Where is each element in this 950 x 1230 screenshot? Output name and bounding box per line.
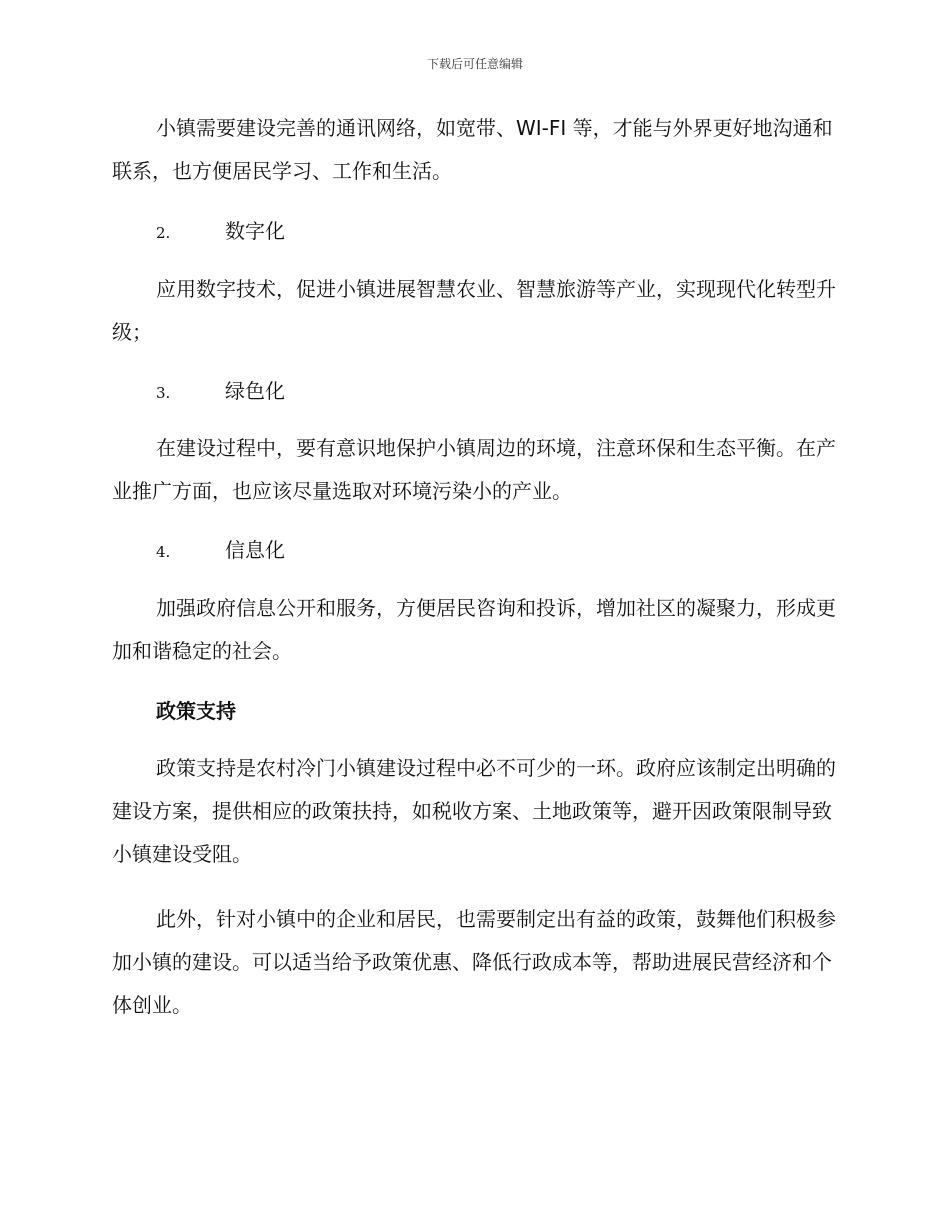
list-number: 2. bbox=[156, 224, 171, 242]
list-title: 信息化 bbox=[225, 538, 285, 562]
paragraph-policy-1: 政策支持是农村冷门小镇建设过程中必不可少的一环。政府应该制定出明确的建设方案，提供相应的政策扶持，如税收方案、土地政策等，避开因政策限制导致小镇建设受阻。 bbox=[112, 756, 836, 866]
list-title: 数字化 bbox=[225, 219, 285, 243]
paragraph-policy-2: 此外，针对小镇中的企业和居民，也需要制定出有益的政策，鼓舞他们积极参加小镇的建设。可以适当给予政策优惠、降低行政成本等，帮助进展民营经济和个体创业。 bbox=[112, 907, 836, 1017]
list-number: 4. bbox=[156, 543, 171, 561]
list-item-green bbox=[156, 376, 285, 408]
header-note: 下载后可任意编辑 bbox=[426, 57, 523, 71]
section-heading: 政策支持 bbox=[156, 699, 236, 723]
paragraph-info: 加强政府信息公开和服务，方便居民咨询和投诉，增加社区的凝聚力，形成更加和谐稳定的社会。 bbox=[112, 596, 836, 663]
list-title: 绿色化 bbox=[225, 379, 285, 403]
paragraph-digital: 应用数字技术，促进小镇进展智慧农业、智慧旅游等产业，实现现代化转型升级； bbox=[112, 277, 836, 344]
paragraph-network: 小镇需要建设完善的通讯网络，如宽带、WI-FI 等，才能与外界更好地沟通和联系，也方便居民学习、工作和生活。 bbox=[112, 116, 833, 183]
list-item-digital bbox=[156, 216, 285, 248]
list-number: 3. bbox=[156, 384, 171, 402]
paragraph-green: 在建设过程中，要有意识地保护小镇周边的环境，注意环保和生态平衡。在产业推广方面，也应该尽量选取对环境污染小的产业。 bbox=[112, 436, 836, 503]
list-item-info bbox=[156, 535, 285, 567]
